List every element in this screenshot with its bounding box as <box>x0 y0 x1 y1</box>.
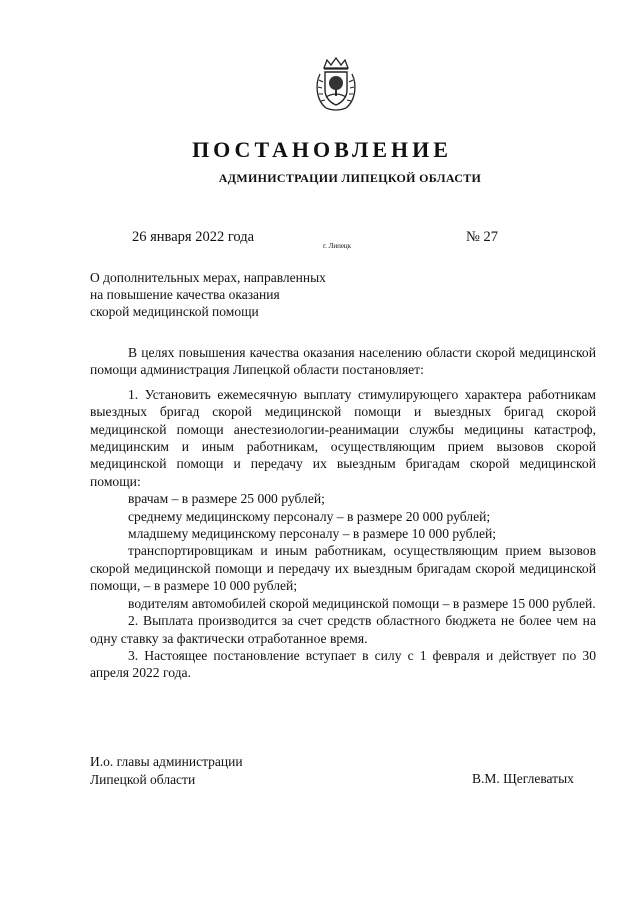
heading-line: О дополнительных мерах, направленных <box>90 270 326 285</box>
heading-line: на повышение качества оказания <box>90 287 280 302</box>
item-2-paragraph: 2. Выплата производится за счет средств областного бюджета не более чем на одну ставку за фактически отработанное время. <box>90 613 596 646</box>
signature-position-line: И.о. главы администрации <box>90 754 243 769</box>
document-city: г. Липецк <box>323 242 352 250</box>
signature-position <box>90 753 243 789</box>
document-heading <box>90 269 326 320</box>
sub-item-doctors: врачам – в размере 25 000 рублей; <box>128 491 325 507</box>
signature-name: В.М. Щеглеватых <box>472 771 574 786</box>
document-body <box>90 344 596 682</box>
lipetsk-coat-of-arms-icon <box>314 56 358 112</box>
sub-item-nurses: среднему медицинскому персоналу – в размере 20 000 рублей; <box>128 508 491 524</box>
document-title: ПОСТАНОВЛЕНИЕ <box>192 137 452 162</box>
sub-item-transport-staff: транспортировщикам и иным работникам, осуществляющим прием вызовов скорой медицинской помощи и передачу их выездным бригадам скорой медицинской помощи, – в размере 10 000 рублей; <box>90 543 596 594</box>
heading-line: скорой медицинской помощи <box>90 304 259 319</box>
intro-paragraph: В целях повышения качества оказания населению области скорой медицинской помощи администрация Липецкой области постановляет: <box>90 345 596 378</box>
signature-position-line: Липецкой области <box>90 772 196 787</box>
sub-item-drivers: водителям автомобилей скорой медицинской помощи – в размере 15 000 рублей. <box>128 595 596 611</box>
item-3-paragraph: 3. Настоящее постановление вступает в силу с 1 февраля и действует по 30 апреля 2022 года. <box>90 647 596 681</box>
document-subtitle: АДМИНИСТРАЦИИ ЛИПЕЦКОЙ ОБЛАСТИ <box>218 171 482 185</box>
document-date: 26 января 2022 года <box>132 229 255 245</box>
document-number: № 27 <box>466 229 498 245</box>
item-1-paragraph: 1. Установить ежемесячную выплату стимулирующего характера работникам выездных бригад скорой медицинской помощи и выездных бригад скорой медицинской помощи анестезиологии-реанимации службы медицины катастроф, медицинским и иным работникам, осуществляющим прием вызовов скорой медицинской помощи и передачу их выездным бригадам скорой медицинской помощи: <box>90 386 596 489</box>
sub-item-junior-staff: младшему медицинскому персоналу – в размере 10 000 рублей; <box>128 526 497 542</box>
